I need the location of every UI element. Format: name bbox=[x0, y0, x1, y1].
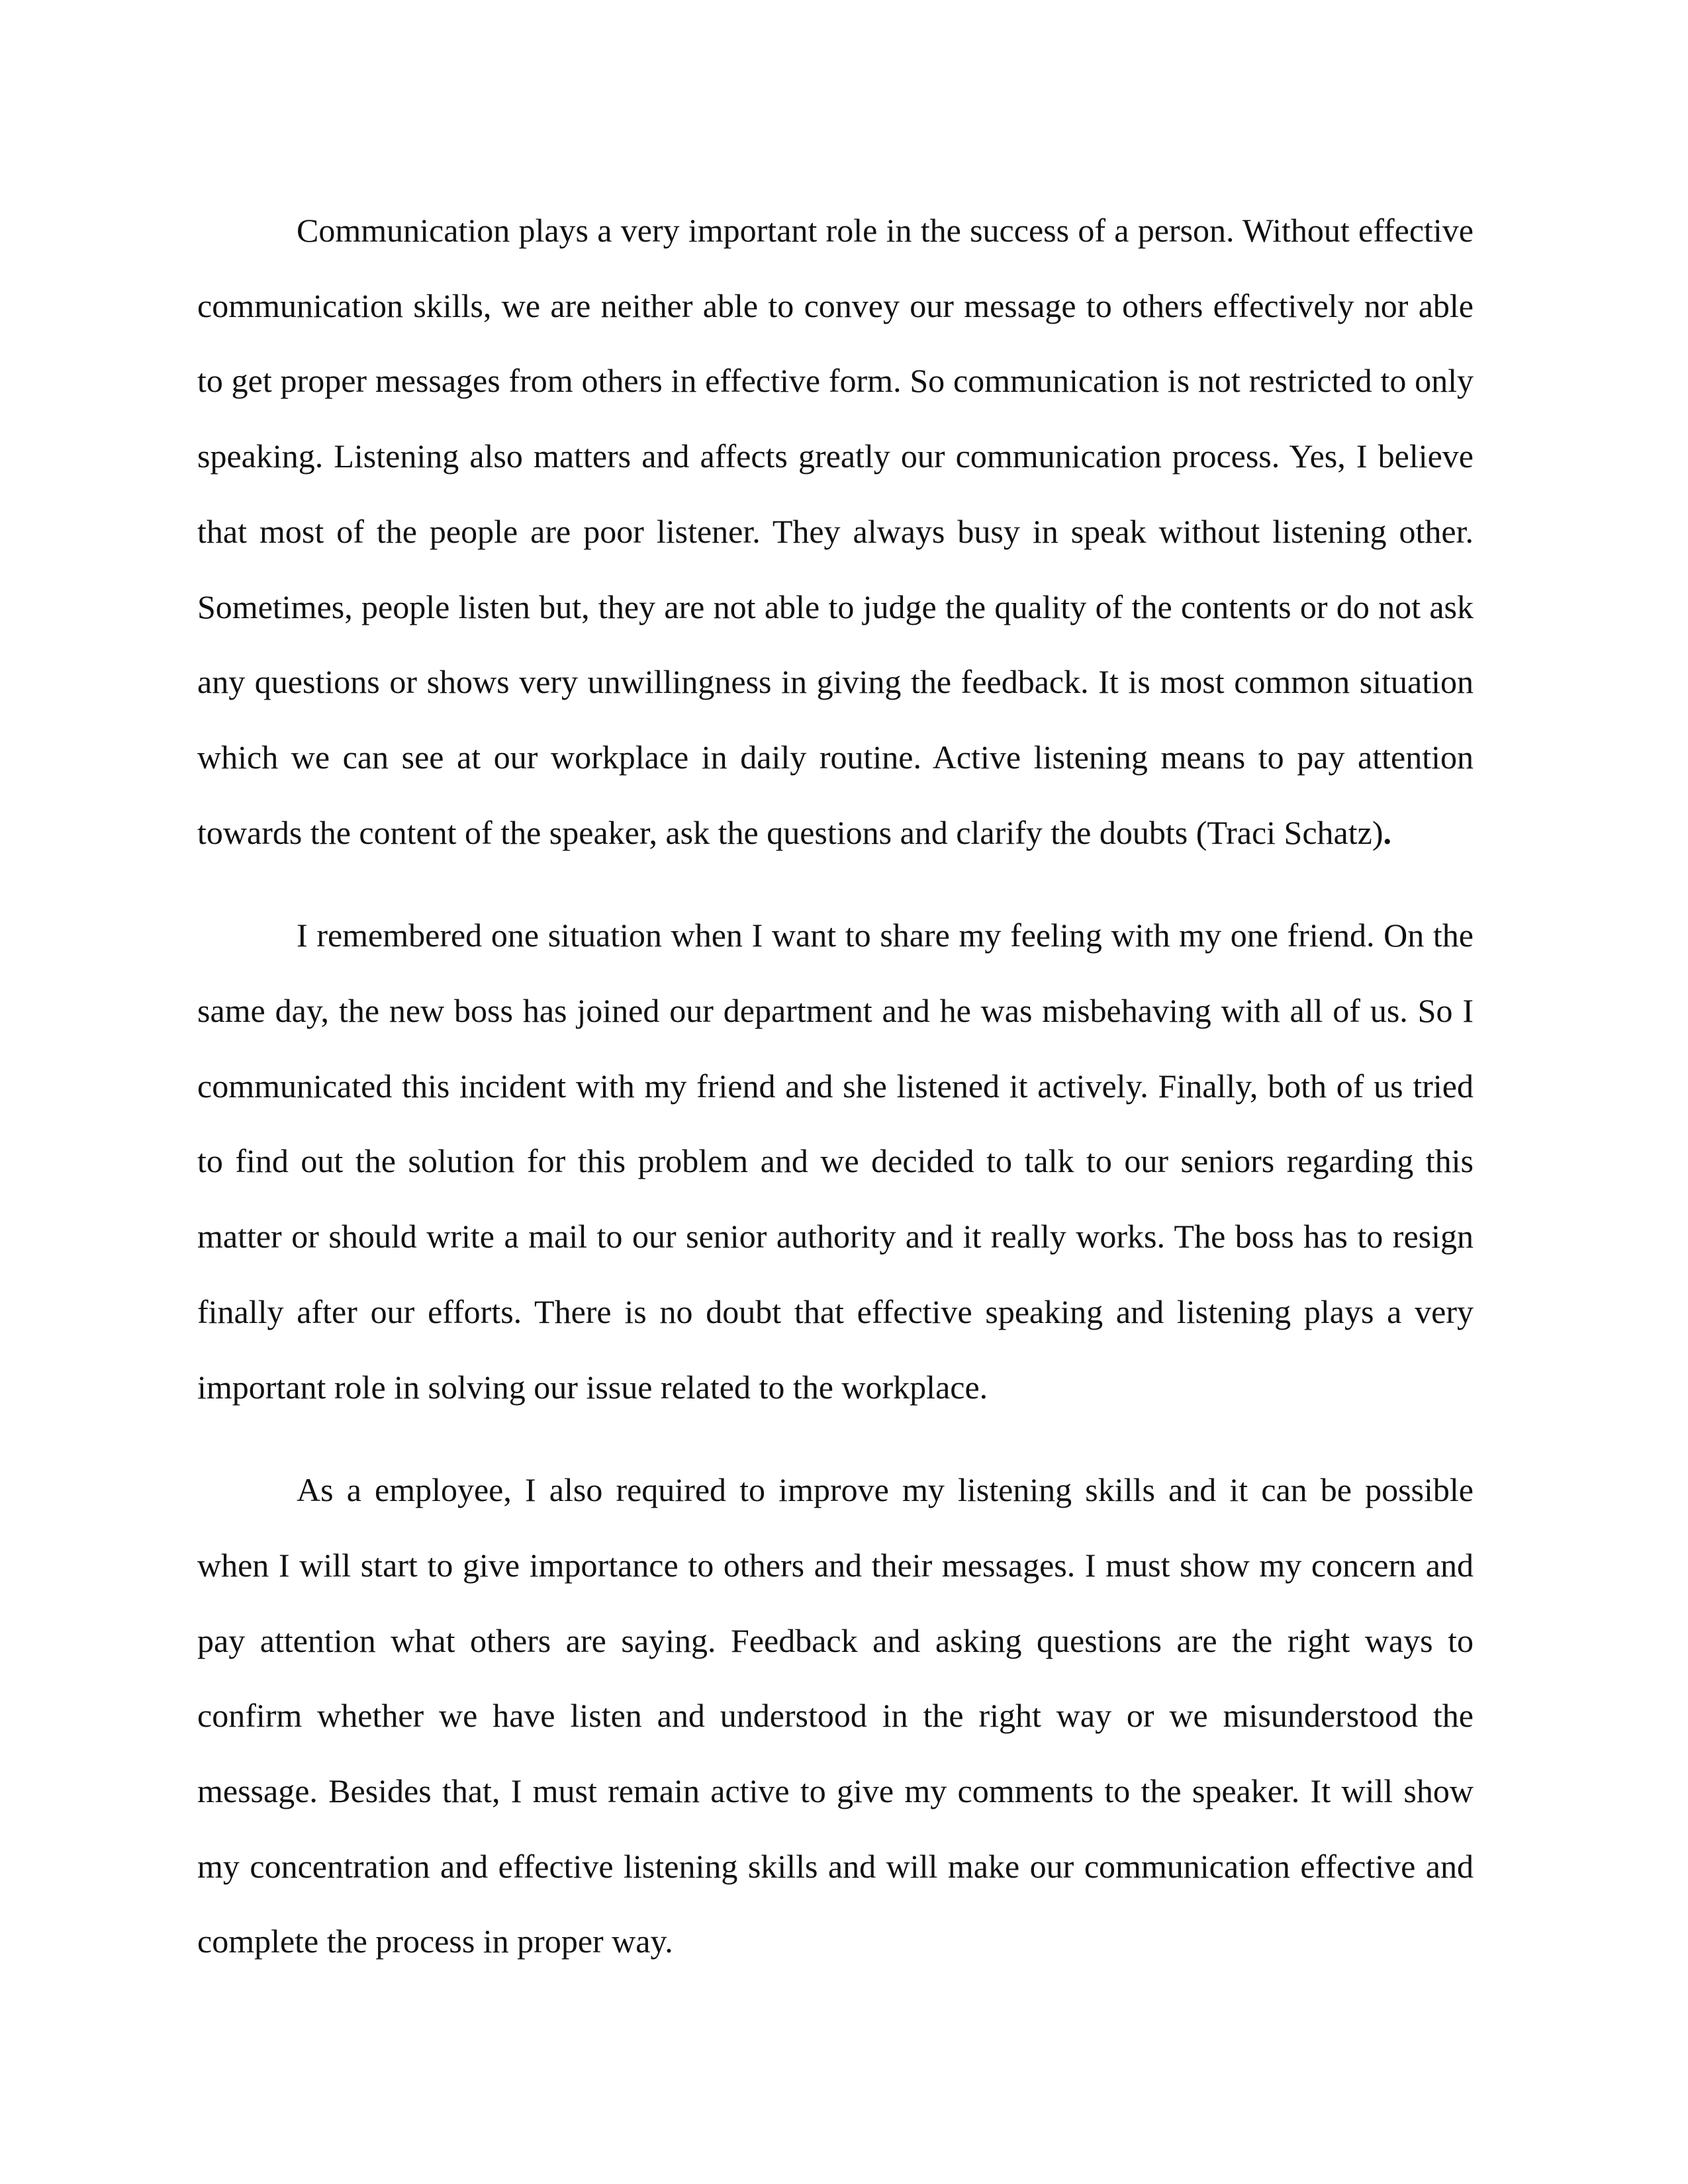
paragraph-1 bbox=[197, 193, 1474, 870]
paragraph-2 bbox=[197, 898, 1474, 1425]
paragraph-3-text: As a employee, I also required to improve my listening skills and it can be possible when I will start to give importance to others and their messages. I must show my concern and pay attention what others are saying. Feedback and asking questions are the right ways to confirm whether we have listen and understood in the right way or we misunderstood the message. Besides that, I must remain active to give my comments to the speaker. It will show my concentration and effective listening skills and will make our communication effective and complete the process in proper way. bbox=[197, 1471, 1474, 1960]
document-page bbox=[197, 193, 1474, 2007]
paragraph-1-bold-period: . bbox=[1383, 813, 1391, 851]
paragraph-1-text: Communication plays a very important role in the success of a person. Without effective communication skills, we are neither able to convey our message to others effectively nor able to get proper messages from others in effective form. So communication is not restricted to only speaking. Listening also matters and affects greatly our communication process. Yes, I believe that most of the people are poor listener. They always busy in speak without listening other. Sometimes, people listen but, they are not able to judge the quality of the contents or do not ask any questions or shows very unwillingness in giving the feedback. It is most common situation which we can see at our workplace in daily routine. Active listening means to pay attention towards the content of the speaker, ask the questions and clarify the doubts (Traci Schatz) bbox=[197, 212, 1474, 851]
paragraph-2-text: I remembered one situation when I want to share my feeling with my one friend. On the same day, the new boss has joined our department and he was misbehaving with all of us. So I communicated this incident with my friend and she listened it actively. Finally, both of us tried to find out the solution for this problem and we decided to talk to our seniors regarding this matter or should write a mail to our senior authority and it really works. The boss has to resign finally after our efforts. There is no doubt that effective speaking and listening plays a very important role in solving our issue related to the workplace. bbox=[197, 917, 1474, 1406]
paragraph-3 bbox=[197, 1453, 1474, 1979]
